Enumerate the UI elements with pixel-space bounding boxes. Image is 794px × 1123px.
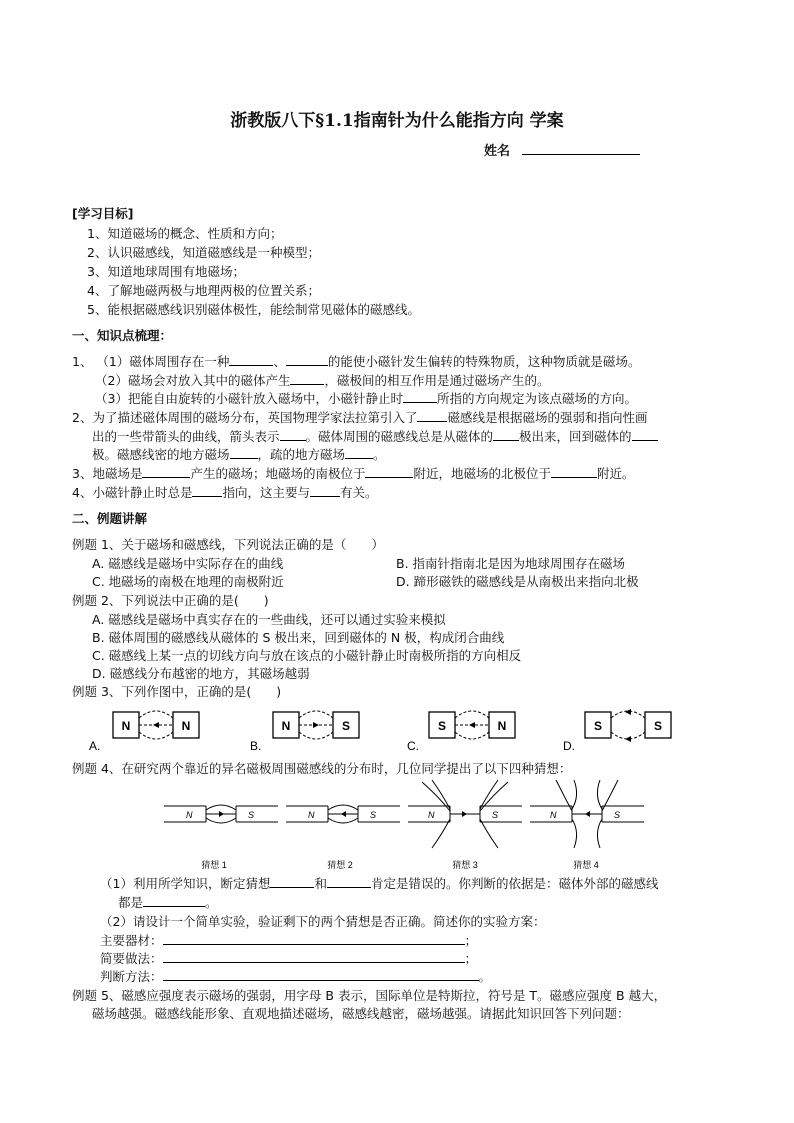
blank[interactable] (280, 429, 306, 441)
ex3-diagrams (85, 700, 705, 756)
ex4-part2: （2）请设计一个简单实验，验证剩下的两个猜想是否正确。简述你的实验方案： (100, 914, 546, 929)
blank[interactable] (290, 373, 324, 385)
arrow-icon (313, 722, 319, 728)
blank[interactable] (493, 429, 519, 441)
judge-blank[interactable] (163, 969, 479, 981)
objective-item: 2、认识磁感线，知道磁感线是一种模型； (87, 245, 320, 260)
guess-caption: 猜想 4 (573, 860, 599, 870)
ex1-option-d[interactable]: D. 蹄形磁铁的磁感线是从南极出来指向北极 (396, 574, 639, 589)
q2c: 极。磁感线密的地方磁场 ，疏的地方磁场 。 (92, 447, 386, 462)
ex4-part1: （1）利用所学知识，断定猜想 和 肯定是错误的。你判断的依据是：磁体外部的磁感线 (100, 876, 659, 891)
blank[interactable] (230, 447, 258, 459)
ex4-equipment: 主要器材： ； (100, 933, 478, 948)
blank[interactable] (403, 391, 437, 403)
blank[interactable] (345, 447, 373, 459)
svg-text:S: S (492, 810, 499, 820)
option-label: A. (89, 739, 101, 753)
ex4-part1-cont: 都是 。 (118, 895, 218, 910)
q4: 4、小磁针静止时总是 指向，这主要与 有关。 (72, 485, 378, 500)
ex3-option-a[interactable] (89, 711, 199, 753)
ex1-option-c[interactable]: C. 地磁场的南极在地理的南极附近 (92, 574, 284, 589)
svg-text:S: S (614, 810, 621, 820)
section2-heading: 二、例题讲解 (72, 511, 148, 526)
blank[interactable] (327, 876, 371, 888)
blank[interactable] (270, 876, 314, 888)
objective-item: 4、了解地磁两极与地理两极的位置关系； (87, 283, 320, 298)
svg-text:N: N (428, 810, 435, 820)
q1a: 1、 （1）磁体周围存在一种 、 的能使小磁针发生偏转的特殊物质，这种物质就是磁场。 (72, 354, 641, 369)
q1c: （3）把能自由旋转的小磁针放入磁场中，小磁针静止时 所指的方向规定为该点磁场的方向。 (95, 391, 637, 406)
blank[interactable] (192, 485, 222, 497)
q2a: 2、为了描述磁体周围的磁场分布，英国物理学家法拉第引入了 磁感线是根据磁场的强弱和指向性画 (72, 410, 648, 425)
option-label: D. (563, 739, 575, 753)
ex4-judge: 判断方法： 。 (100, 969, 492, 984)
svg-text:N: N (186, 810, 193, 820)
name-label: 姓名 (484, 144, 511, 159)
ex1-stem: 例题 1、关于磁场和磁感线，下列说法正确的是（ ） (72, 537, 384, 552)
guess-3 (408, 780, 522, 870)
blank[interactable] (551, 466, 597, 478)
ex2-option-a[interactable]: A. 磁感线是磁场中真实存在的一些曲线，还可以通过实验来模拟 (92, 612, 446, 627)
option-label: C. (407, 739, 419, 753)
objectives-heading: [学习目标] (72, 206, 134, 221)
guess-caption: 猜想 3 (452, 860, 478, 870)
guess-caption: 猜想 2 (327, 860, 353, 870)
name-field[interactable] (484, 140, 640, 159)
ex2-option-d[interactable]: D. 磁感线分布越密的地方，其磁场越弱 (92, 666, 310, 681)
guess-caption: 猜想 1 (201, 860, 227, 870)
ex1-option-a[interactable]: A. 磁感线是磁场中实际存在的曲线 (92, 556, 284, 571)
pole-label: N (181, 719, 191, 733)
blank[interactable] (229, 354, 273, 366)
guess-1 (164, 805, 278, 870)
method-blank[interactable] (163, 951, 465, 963)
ex3-option-c[interactable] (407, 711, 515, 753)
guess-4 (530, 780, 644, 870)
q3: 3、地磁场是 产生的磁场；地磁场的南极位于 附近，地磁场的北极位于 附近。 (72, 466, 635, 481)
ex3-stem: 例题 3、下列作图中，正确的是( ) (72, 684, 282, 699)
svg-text:S: S (248, 810, 255, 820)
objective-item: 5、能根据磁感线识别磁体极性，能绘制常见磁体的磁感线。 (87, 302, 420, 317)
arrow-icon (469, 722, 475, 728)
objective-item: 1、知道磁场的概念、性质和方向； (87, 226, 283, 241)
blank[interactable] (142, 466, 190, 478)
arrow-icon (625, 736, 631, 742)
blank[interactable] (365, 466, 413, 478)
ex4-method: 简要做法： ； (100, 951, 478, 966)
pole-label: S (341, 719, 351, 733)
svg-text:N: N (550, 810, 557, 820)
ex3-option-d[interactable] (563, 709, 671, 753)
page-title: 浙教版八下§1.1指南针为什么能指方向 学案 (230, 111, 564, 131)
ex5-line1: 例题 5、磁感应强度表示磁场的强弱，用字母 B 表示，国际单位是特斯拉，符号是 T。磁感应强度 B 越大， (72, 988, 667, 1003)
q1b: （2）磁场会对放入其中的磁体产生 ，磁极间的相互作用是通过磁场产生的。 (95, 373, 550, 388)
arrow-icon (625, 709, 631, 715)
blank[interactable] (417, 410, 447, 422)
ex2-option-c[interactable]: C. 磁感线上某一点的切线方向与放在该点的小磁针静止时南极所指的方向相反 (92, 648, 522, 663)
option-label: B. (250, 739, 262, 753)
ex4-diagrams (160, 776, 660, 872)
arrow-icon (153, 722, 159, 728)
q2b: 出的一些带箭头的曲线，箭头表示 。磁体周围的磁感线总是从磁体的 极出来，回到磁体的 (92, 427, 658, 445)
equipment-blank[interactable] (163, 933, 465, 945)
objective-item: 3、知道地球周围有地磁场； (87, 264, 245, 279)
pole-label: S (593, 719, 603, 733)
pole-label: N (281, 719, 291, 733)
blank[interactable] (310, 485, 340, 497)
ex2-option-b[interactable]: B. 磁体周围的磁感线从磁体的 S 极出来，回到磁体的 N 极，构成闭合曲线 (92, 630, 505, 645)
ex4-stem: 例题 4、在研究两个靠近的异名磁极周围磁感线的分布时，几位同学提出了以下四种猜想： (72, 761, 572, 776)
blank[interactable] (143, 895, 205, 907)
pole-label: S (437, 719, 447, 733)
pole-label: N (121, 719, 131, 733)
pole-label: N (497, 719, 507, 733)
blank[interactable] (286, 354, 328, 366)
svg-text:N: N (308, 810, 315, 820)
ex2-stem: 例题 2、下列说法中正确的是( ) (72, 593, 269, 608)
ex1-option-b[interactable]: B. 指南针指南北是因为地球周围存在磁场 (396, 556, 626, 571)
blank[interactable] (632, 429, 658, 441)
guess-2 (286, 805, 400, 870)
name-blank[interactable] (522, 142, 640, 155)
ex5-line2: 磁场越强。磁感线能形象、直观地描述磁场，磁感线越密，磁场越强。请据此知识回答下列问题： (92, 1006, 630, 1021)
ex3-option-b[interactable] (250, 711, 359, 753)
section1-heading: 一、知识点梳理： (72, 328, 173, 343)
svg-text:S: S (370, 810, 377, 820)
pole-label: S (653, 719, 663, 733)
